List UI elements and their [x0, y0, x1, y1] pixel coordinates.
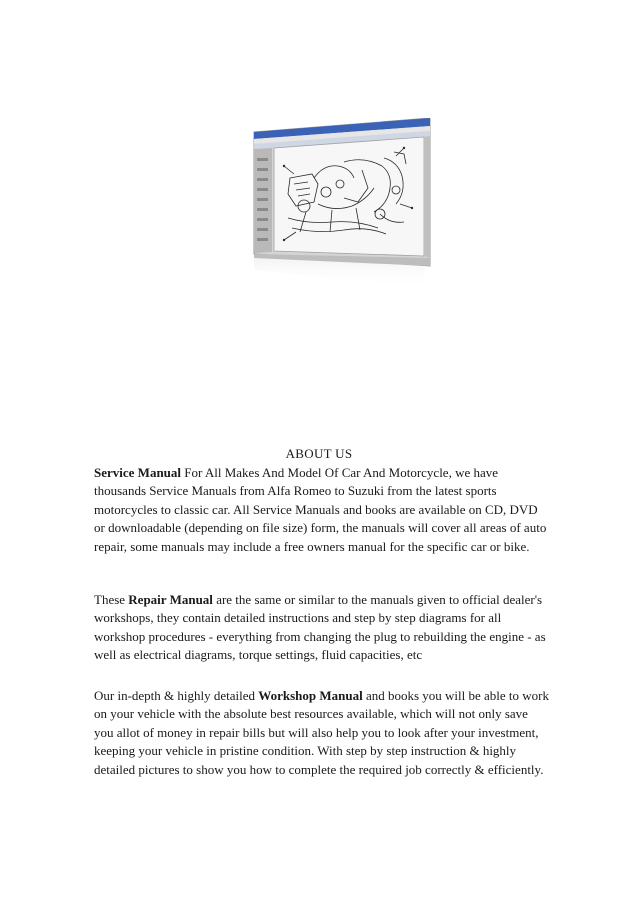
paragraph-service-manual	[94, 464, 550, 556]
paragraph-text: are the same or similar to the manuals given to official dealer's workshops, they contain detailed instructions and step by step diagrams for all workshop procedures - everything from changing the plug to rebuilding the engine - as well as electrical diagrams, torque settings, fluid capacities, etc	[94, 592, 546, 663]
paragraph-text: For All Makes And Model Of Car And Motorcycle, we have thousands Service Manuals from Alfa Romeo to Suzuki from the latest sports motorcycles to classic car. All Service Manuals and books are available on CD, DVD or downloadable (depending on file size) form, the manuals will cover all areas of auto repair, some manuals may include a free owners manual for the specific car or bike.	[94, 465, 547, 554]
bold-term: Service Manual	[94, 465, 182, 480]
paragraph-text: Our in-depth & highly detailed	[94, 688, 259, 703]
bold-term: Repair Manual	[128, 592, 213, 607]
page-title: ABOUT US	[285, 446, 353, 461]
bold-term: Workshop Manual	[258, 688, 363, 703]
manual-software-illustration	[244, 118, 440, 290]
paragraph-repair-manual	[94, 591, 550, 665]
paragraph-text: and books you will be able to work on your vehicle with the absolute best resources available, which will not only save you allot of money in repair bills but will also help you to look after your investment, keeping your vehicle in pristine condition. With step by step instruction & highly detailed pictures to show you how to complete the required job correctly & efficiently.	[94, 688, 549, 777]
paragraph-workshop-manual	[94, 687, 550, 779]
paragraph-text: These	[94, 592, 129, 607]
manual-software-screenshot-icon	[244, 118, 440, 290]
